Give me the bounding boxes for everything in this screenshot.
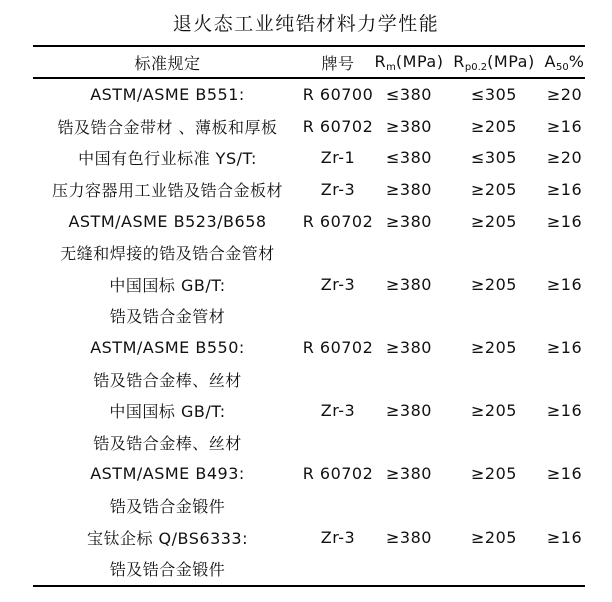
grade-cell: Zr-1 (320, 148, 356, 168)
rp02-value-cell: ≤305 (471, 148, 517, 168)
standard-spec-cell: 锆及锆合金锻件 (109, 497, 226, 517)
rm-value-cell: ≥380 (386, 338, 432, 358)
a50-value-cell: ≥16 (546, 180, 583, 200)
standard-spec-cell: 锆及锆合金棒、丝材 (93, 433, 242, 453)
rm-value-cell: ≤380 (386, 148, 432, 168)
header-rm-unit: (MPa) (395, 51, 444, 71)
a50-value-cell: ≥16 (546, 211, 583, 231)
table-row (33, 269, 585, 301)
header-rm-subscript: m (386, 61, 396, 73)
rm-value-cell: ≥380 (386, 527, 432, 547)
grade-cell: Zr-3 (320, 274, 356, 294)
standard-spec-cell: 锆及锆合金锻件 (109, 560, 226, 580)
rp02-value-cell: ≥205 (471, 211, 517, 231)
rp02-value-cell: ≥205 (471, 464, 517, 484)
rm-value-cell: ≥380 (386, 211, 432, 231)
header-rm (374, 52, 444, 73)
grade-cell: R 60702 (302, 464, 374, 484)
header-a50-unit: % (568, 51, 585, 71)
a50-value-cell: ≥20 (546, 148, 583, 168)
rm-value-cell: ≥380 (386, 401, 432, 421)
header-rp02-base: R (453, 51, 465, 71)
standard-spec-cell: 锆及锆合金管材 (109, 307, 226, 327)
grade-cell: R 60700 (302, 85, 374, 105)
header-rp02 (444, 52, 544, 73)
standard-spec-cell: 宝钛企标 Q/BS6333: (86, 528, 249, 548)
standard-spec-cell: 锆及锆合金带材 、薄板和厚板 (57, 117, 278, 137)
rm-value-cell: ≥380 (386, 116, 432, 136)
standard-spec-cell: ASTM/ASME B551: (90, 85, 245, 105)
a50-value-cell: ≥16 (546, 116, 583, 136)
table-row (33, 332, 585, 364)
table-row (33, 300, 585, 332)
rp02-value-cell: ≤305 (471, 85, 517, 105)
header-a50-subscript: 50 (556, 61, 569, 73)
grade-cell: R 60702 (302, 116, 374, 136)
rm-value-cell: ≥380 (386, 180, 432, 200)
grade-cell: Zr-3 (320, 401, 356, 421)
table-row (33, 363, 585, 395)
table-row (33, 458, 585, 490)
header-a50 (544, 52, 585, 73)
rm-value-cell: ≤380 (386, 85, 432, 105)
table-title: 退火态工业纯锆材料力学性能 (172, 13, 440, 35)
grade-cell: R 60702 (302, 338, 374, 358)
rp02-value-cell: ≥205 (471, 116, 517, 136)
rp02-value-cell: ≥205 (471, 527, 517, 547)
a50-value-cell: ≥16 (546, 527, 583, 547)
header-rp02-unit: (MPa) (487, 51, 535, 71)
header-rm-base: R (374, 51, 387, 71)
header-grade: 牌号 (321, 53, 355, 73)
standard-spec-cell: 中国有色行业标准 YS/T: (78, 149, 257, 169)
header-rp02-subscript: p0.2 (464, 61, 488, 73)
table-row (33, 490, 585, 522)
a50-value-cell: ≥16 (546, 401, 583, 421)
table-row (33, 79, 585, 111)
table-row (33, 111, 585, 143)
a50-value-cell: ≥20 (546, 85, 583, 105)
table-row (33, 142, 585, 174)
standard-spec-cell: 无缝和焊接的锆及锆合金管材 (60, 244, 275, 264)
standard-spec-cell: 压力容器用工业锆及锆合金板材 (51, 181, 283, 201)
header-a50-base: A (544, 51, 556, 71)
rp02-value-cell: ≥205 (471, 180, 517, 200)
a50-value-cell: ≥16 (546, 274, 583, 294)
grade-cell: Zr-3 (320, 527, 356, 547)
table-row (33, 395, 585, 427)
rp02-value-cell: ≥205 (471, 338, 517, 358)
table-row (33, 521, 585, 553)
standard-spec-cell: 中国国标 GB/T: (109, 275, 226, 295)
standard-spec-cell: 锆及锆合金棒、丝材 (93, 370, 242, 390)
table-row (33, 205, 585, 237)
table-row (33, 174, 585, 206)
standard-spec-cell: 中国国标 GB/T: (109, 402, 226, 422)
rm-value-cell: ≥380 (386, 464, 432, 484)
table-row (33, 427, 585, 459)
rp02-value-cell: ≥205 (471, 274, 517, 294)
standard-spec-cell: ASTM/ASME B550: (90, 338, 245, 358)
standard-spec-cell: ASTM/ASME B493: (90, 464, 245, 484)
table-body (33, 79, 585, 585)
header-standard-spec: 标准规定 (134, 53, 201, 73)
rm-value-cell: ≥380 (386, 274, 432, 294)
a50-value-cell: ≥16 (546, 464, 583, 484)
grade-cell: Zr-3 (320, 180, 356, 200)
table-header-row (33, 47, 585, 79)
table-row (33, 553, 585, 585)
mechanical-properties-table (33, 45, 585, 587)
grade-cell: R 60702 (302, 211, 374, 231)
table-row (33, 237, 585, 269)
standard-spec-cell: ASTM/ASME B523/B658 (68, 211, 267, 231)
rp02-value-cell: ≥205 (471, 401, 517, 421)
a50-value-cell: ≥16 (546, 338, 583, 358)
